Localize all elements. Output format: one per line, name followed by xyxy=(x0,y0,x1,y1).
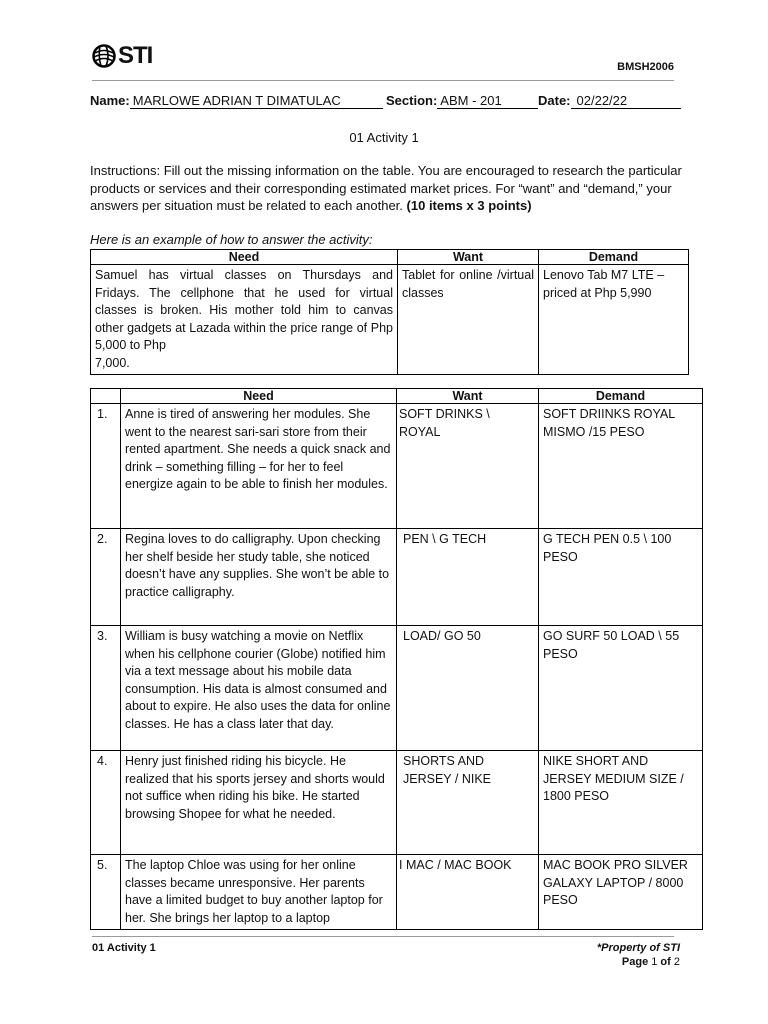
instructions xyxy=(90,162,685,215)
header-need: Need xyxy=(121,389,397,404)
date-value: 02/22/22 xyxy=(571,94,681,109)
row-number: 2. xyxy=(91,529,121,626)
row-demand: MAC BOOK PRO SILVER GALAXY LAPTOP / 8000 PESO xyxy=(539,855,703,930)
student-fields xyxy=(90,93,680,111)
example-demand: Lenovo Tab M7 LTE – priced at Php 5,990 xyxy=(539,265,689,375)
row-need: Anne is tired of answering her modules. She went to the nearest sari-sari store from their rented apartment. She needs a quick snack and drink – something filling – for her to feel energize again to be able to finish her modules. xyxy=(121,404,397,529)
example-caption: Here is an example of how to answer the activity: xyxy=(90,232,373,247)
activity-table xyxy=(90,388,703,930)
example-table xyxy=(90,249,689,375)
page-prefix: Page xyxy=(621,956,652,968)
row-number: 1. xyxy=(91,404,121,529)
example-need-tail: 7,000. xyxy=(95,355,130,370)
table-row xyxy=(91,855,703,930)
row-need: Regina loves to do calligraphy. Upon checking her shelf beside her study table, she noticed doesn’t have any supplies. She won’t be able to practice calligraphy. xyxy=(121,529,397,626)
section-label: Section: xyxy=(386,93,438,108)
sti-globe-icon xyxy=(92,44,116,68)
date-field xyxy=(538,93,681,109)
table-row xyxy=(91,751,703,855)
example-need xyxy=(91,265,398,375)
name-value: MARLOWE ADRIAN T DIMATULAC xyxy=(130,94,383,109)
row-want: I MAC / MAC BOOK xyxy=(397,855,539,930)
activity-title: 01 Activity 1 xyxy=(349,130,419,145)
header-need: Need xyxy=(91,250,398,265)
row-number: 4. xyxy=(91,751,121,855)
footer-activity: 01 Activity 1 xyxy=(92,942,156,954)
row-want: SHORTS AND JERSEY / NIKE xyxy=(397,751,539,855)
header-demand: Demand xyxy=(539,250,689,265)
logo-text: STI xyxy=(118,42,153,69)
header-divider xyxy=(92,80,674,81)
footer-info xyxy=(597,941,680,969)
example-want: Tablet for online /virtual classes xyxy=(398,265,539,375)
page-number: 1 xyxy=(651,956,658,968)
row-demand: GO SURF 50 LOAD \ 55 PESO xyxy=(539,626,703,751)
row-need: The laptop Chloe was using for her online classes became unresponsive. Her parents have a limited budget to buy another laptop for her. She brings her laptop to a laptop xyxy=(121,855,397,930)
table-row xyxy=(91,626,703,751)
row-need: William is busy watching a movie on Netflix when his cellphone courier (Globe) notified him via a text message about his mobile data consumption. His data is almost consumed and about to expire. He also uses the data for online classes. He has a class later that day. xyxy=(121,626,397,751)
row-demand: G TECH PEN 0.5 \ 100 PESO xyxy=(539,529,703,626)
section-value: ABM - 201 xyxy=(437,94,538,109)
row-want: PEN \ G TECH xyxy=(397,529,539,626)
footer-divider xyxy=(92,936,674,937)
example-row xyxy=(91,265,689,375)
row-number: 5. xyxy=(91,855,121,930)
example-header-row xyxy=(91,250,689,265)
row-want: SOFT DRINKS \ ROYAL xyxy=(397,404,539,529)
row-number: 3. xyxy=(91,626,121,751)
name-label: Name: xyxy=(90,93,130,108)
page-indicator xyxy=(597,955,680,969)
header-demand: Demand xyxy=(539,389,703,404)
name-field xyxy=(90,93,383,109)
row-need: Henry just finished riding his bicycle. He realized that his sports jersey and shorts would not suffice when riding his bike. He started browsing Shopee for what he needed. xyxy=(121,751,397,855)
header-want: Want xyxy=(397,389,539,404)
header-want: Want xyxy=(398,250,539,265)
header-number xyxy=(91,389,121,404)
example-need-text: Samuel has virtual classes on Thursdays and Fridays. The cellphone that he used for virtual classes is broken. His mother told him to canvas other gadgets at Lazada within the price range of Php 5,000 to Php xyxy=(95,268,393,352)
date-label: Date: xyxy=(538,93,571,108)
instructions-points: (10 items x 3 points) xyxy=(406,198,532,213)
table-row xyxy=(91,529,703,626)
activity-header-row xyxy=(91,389,703,404)
doc-code: BMSH2006 xyxy=(617,61,674,73)
table-row xyxy=(91,404,703,529)
row-demand: SOFT DRIINKS ROYAL MISMO /15 PESO xyxy=(539,404,703,529)
row-demand: NIKE SHORT AND JERSEY MEDIUM SIZE / 1800 PESO xyxy=(539,751,703,855)
sti-logo xyxy=(92,44,152,68)
property-note: *Property of STI xyxy=(596,942,680,954)
instructions-text: Instructions: Fill out the missing information on the table. You are encouraged to research the particular products or services and their corresponding estimated market prices. For “want” and “demand,” your answers per situation must be related to each another. xyxy=(90,163,682,213)
row-want: LOAD/ GO 50 xyxy=(397,626,539,751)
page-total: 2 xyxy=(673,956,680,968)
page-mid: of xyxy=(657,956,674,968)
section-field xyxy=(386,93,538,109)
